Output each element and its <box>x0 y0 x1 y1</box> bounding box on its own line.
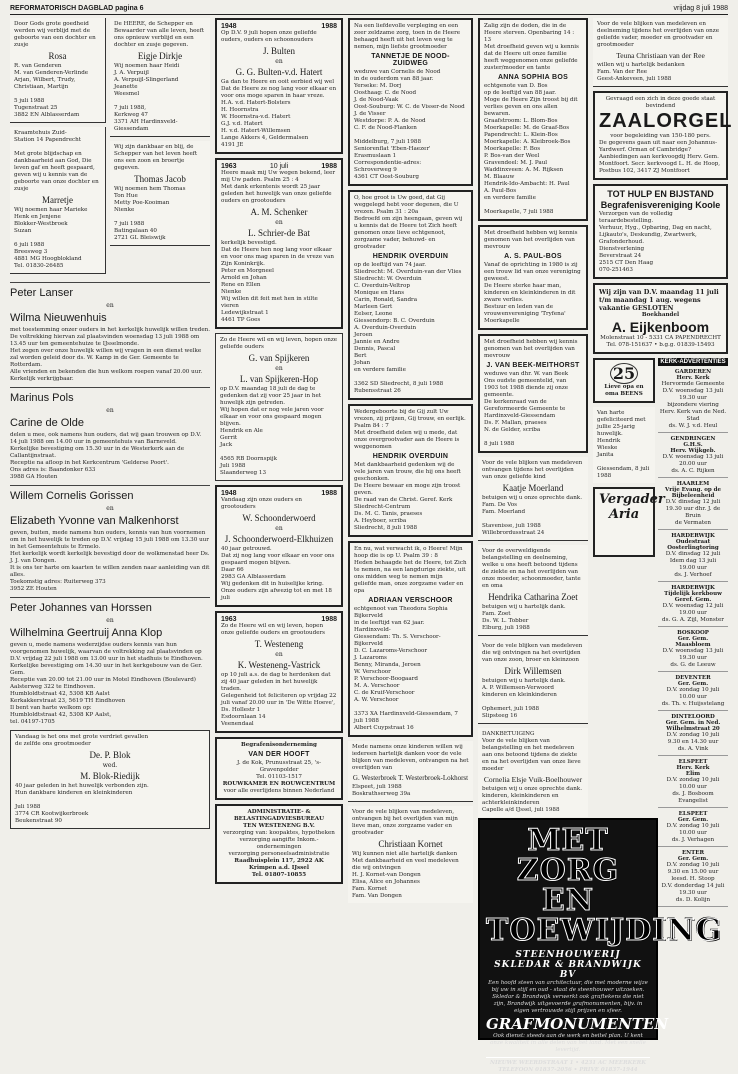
ad-name: J. Bulten <box>262 46 295 56</box>
ad-meta: kerkelijk bevestigd. Dat de Heere hen nog lang voor elkaar en voor ons mag sparen in de vreze van Zijn Koninkrijk. Peter en Morgneel Arnold en Johan Rene en Ellen Nienke Wij willen dit feit met hen in stilte vieren Ledewijkstraat 1 4461 TP Goes <box>221 240 334 323</box>
ad-name: A. M. Schenker <box>250 207 308 217</box>
church-ad-item <box>658 369 728 433</box>
ad-text: Wedergeboorte bij de Gij zult Uw vrezen, zij prijzen, Gij trouw, en eerlijk. Psalm 84 : 7 Met droefheid delen wij u mede, dat onze overgrootvader aan de Heere is weggenomen <box>354 409 466 450</box>
wedding-en: en <box>106 505 114 512</box>
ad-meta: weduwe van Cornelis de Nood in de ouderdom van 88 jaar. Yerseke: M. Dorj Oosthaag: C. de Nood J. de Nood-Vaak Oost-Souburg: W. C. de Visser-de Nood J. de Visser Westdorpe: P. A. de Nood C. F. de Nood-Flanken Middelburg, 7 juli 1988 Seniorenflat 'Eben-Haezer' Erasmuslaan 1 Correspondentie-adres: Schroverweg 9 4361 CT Oost-Souburg <box>354 69 465 180</box>
church-service: D.V. zondag 10 juli 10.00 uur ds. J. Bosboom Evangelist <box>666 777 720 804</box>
church-name: ELSPEET Herv. Kerk Elim <box>676 759 710 777</box>
church-service: D.V. zondag 10 juli 9.30 en 14.30 uur ds. A. Vink <box>666 732 720 752</box>
wedding-text: geven u, mede namens wederzijdse ouders kennis van hun voorgenomen huwelijk, waarvan de voltrekking zal plaatsvinden op D.V. vrijdag 22 juli 1988 om 13.00 uur in het stadhuis te Eindhoven. Kerkelijke bevestiging om 14.30 uur in het kerkgebouw van de Ger. Gem. Receptie van 20.00 tot 21.00 uur in Motel Eindhoven (Boulevard) Aalsterweg 322 te Eindhoven. Humbloldtstraat 42, 5308 KB Aalst Kerkakkerstraat 23, 5619 TH Eindhoven Il bent van harte welkom op: Humbloldtstraat 42, 5308 KP Aalst, tel. 04197-1705 <box>10 642 203 725</box>
year-start: 1963 <box>221 163 237 170</box>
ad-text: DANKBETUIGING Voor de vele blijken van belangstelling en het medeleven aan ons betoond tijdens de ziekte en na het overlijden van onze lieve moeder <box>482 731 581 772</box>
ad-meta: willen wij u hartelijk bedanken Fam. Van der Ree Geest-Ankeveen, juli 1988 <box>597 62 685 82</box>
ad-address: J. de Kok, Prunusstraat 25, 's-Gravenpolder Tel. 01103-1517 <box>237 760 321 780</box>
anniversary-westeneng <box>215 611 343 733</box>
church-service: D.V. zondag 10 juli 10.00 uur ds. J. Verhagen <box>666 823 720 843</box>
obituary-overduin-2 <box>348 404 473 537</box>
ad-meta: 40 jaar geleden in het huwelijk verbonden zijn. Hun dankbare kinderen en kleinkinderen Juli 1988 3774 CR Kootwijkerbroek Beukenstraat 90 <box>15 783 149 824</box>
ad-name-2: J. Schoonderwoerd-Elkhuizen <box>224 534 334 544</box>
wedding-text: delen u mee, ook namens hun ouders, dat wij gaan trouwen op D.V. 14 juli 1988 om 14.00 uur in gemeentehuis van Barneveld. Kerkelijke bevestiging om 15.30 uur in de Westerkerk aan de Callantijnstraat. Receptie na afloop in het Kerkcentrum 'Gelderse Poort'. Ons adres is: Baandonker 633 3988 GA Houten <box>10 432 202 480</box>
church-ad-item <box>658 850 728 907</box>
obituary-overduin-1 <box>348 190 473 400</box>
vg-title: Vergader Aria <box>599 492 665 522</box>
ad-meta: Vanaf de oprichting in 1980 is zij een trouw lid van onze vereniging geweest. De Heere sterke haar man, kinderen en kleinkinderen in dit zware verlies. Bestuur en leden van de vrouwenvereniging 'Tryfena' Moerkapelle <box>484 262 581 324</box>
church-name: GARDEREN Herv. Kerk <box>674 369 712 381</box>
ad-text: Heere maak mij Uw wegen bekend, leer mij Uw paden. Psalm 25 : 4 Met dank erkentenis wordt 25 jaar geleden het huwelijk van onze geliefde ouders en grootouders <box>221 170 336 204</box>
birth-text: Kraamtehuis Zuid- Station 14 Papendrecht Met grote blijdschap en dankbaarheid aan God, Die leven gaf en heeft gespaard, geven wij u kennis van de geboorte van onze dochter en zusje <box>14 130 99 192</box>
header-left: REFORMATORISCH DAGBLAD pagina 6 <box>10 4 144 12</box>
wedding-horssen <box>10 602 210 726</box>
wedding-name-b: Elizabeth Yvonne van Malkenhorst <box>10 515 179 527</box>
obituary-de-nood <box>348 18 473 186</box>
ad-meta: betuigen wij u onze oprechte dank. Fam. De Vos Fam. Moerland Stavenisse, juli 1988 Willebrordusstraat 24 <box>482 495 582 536</box>
ad-text: Met droefheid hebben wij kennis genomen van het overlijden van mevrouw <box>484 339 578 359</box>
year-start: 1948 <box>221 490 237 497</box>
ek-address: Molenstraat 10 - 5331 CA PAPENDRECHT Tel. 078-151637 • b.g.g. 01839-15493 <box>600 335 721 348</box>
ad-name: Teuna Christiaan van der Ree <box>616 51 705 60</box>
ad-meta: op de leeftijd van 74 jaar. Sliedrecht: M. Overduin-van der Vlies Sliedrecht: W. Overduin C. Overduin-Veltrop Monique en Hans Carin, Ronald, Sandra Marleen Gert Eelser, Leone Giessendorp: B. C. Overduin A. Overduin-Overduin Jeroen Jannie en Andre Dennis, Pascal Bert Johan en verdere familie 3362 SD Sliedrecht, 8 juli 1988 Rubensstraat 26 <box>354 262 462 394</box>
year-end: 1988 <box>321 163 337 170</box>
ad-name: ANNA SOPHIA BOS <box>497 74 569 81</box>
church-service: D.V. dinsdag 12 juli 19.30 uur dhr. J. de Bruin de Vermaten <box>665 499 721 526</box>
date-mid: 10 juli <box>269 163 289 170</box>
birth-meta: Wij noemen hem Thomas Ton Hue Metty Poe-Kooiman Nienke 7 juli 1988 Batingalaan 40 2721 GL Bleiswijk <box>114 186 186 241</box>
church-service: D.V. woensdag 13 juli 20.00 uur ds. A. C. Rijken <box>662 454 724 474</box>
ad-text: Voor de overweldigende belangstelling en deelneming, welke u ons heeft betoond tijdens de ziekte en na het overlijden van onze moeder, schoonmoeder, tante en oma <box>482 548 581 589</box>
ad-ten-westeneng <box>215 804 343 884</box>
mz-text-2: Ook dienst: steeds aan de werk en beitel plan. U kent onze kwaliteit in alle delen van het land. Met een snelle levertijd. <box>490 1033 646 1053</box>
ad-meta: Elspeet, juli 1988 Boskrathserweg 39a <box>352 784 411 797</box>
church-service: D.V. dinsdag 12 juli Idem dag 13 juli 19.00 uur ds. J. Verhoef <box>665 551 721 578</box>
obituary-bos <box>478 18 588 221</box>
ad-text: Voor de vele blijken van medeleven en deelneming tijdens het overlijden van onze geliefde vader, moeder en grootvader en grootmoeder <box>597 21 720 48</box>
church-name: HAARLEM Vrije Evang. op de Bijbeleenheid <box>664 481 722 499</box>
ad-address: Raadhuisplein 117, 2922 AK Krimpen a.d. IJssel Tel. 01807-10855 <box>234 858 324 878</box>
ad-zaalorgel <box>593 91 733 180</box>
ad-beens <box>593 358 655 403</box>
ad-name: ADRIAAN VERSCHOOR <box>368 597 453 604</box>
church-name: GENDRINGEN G.H.S. Herv. Wijkgeb. <box>670 436 716 454</box>
ad-text: verzorging van: koopaktes, hypotheken verzorging aangifte Inkom.- ondernemingen verzorging personeelsadministratie <box>223 830 335 857</box>
beens-num: 25 <box>610 363 638 384</box>
ad-meta: 40 jaar getrouwd. Dat zij nog lang voor elkaar en voor ons gespaard mogen blijven. Daar 66 2983 GA Alblasserdam Wij gedenken dit in huiselijke kring. Onze ouders zijn afwezig tot en met 18 juli <box>221 546 335 601</box>
birth-text: Wij zijn dankbaar en blij, de Schepper van het leven heeft ons een zoon en broertje gegeven. <box>114 144 198 171</box>
wedding-text: met toestemming onzer ouders in het kerkelijk huwelijk willen treden. De voltrekking hiervan zal plaatsvinden woensdag 13 juli 1988 om 13.45 uur ten gemeentehuize te IJsselmonde. Het zegen over onze huwelijk willen wij vragen in een dienst welke zal worden geleid door ds. W. Kamp in de Ger. Gemeente te Rotterdam. Alle vrienden en bekenden die hun welkom roepen vanaf 20.00 uur. Kerkelijk verkrijgbaar. <box>10 327 211 382</box>
birth-text: Door Gods grote goedheid werden wij verblijd met de geboorte van een dochter en zusje <box>14 21 96 48</box>
ad-text: En nu, wat verwacht ik, o Heere! Mijn hoop die is op U. Psalm 39 : 8 Heden behaagde het de Heere, tot Zich te nemen, na een langdurige ziekte, uit ons midden weg te nemen mijn geliefde man, onze zorgzame vader en opa <box>354 546 467 594</box>
anniversary-blok <box>10 730 210 829</box>
wedding-gorissen <box>10 490 210 593</box>
column-3 <box>348 18 473 1058</box>
ad-eijkenboom <box>593 283 728 354</box>
zaal-text: De gegevens gaan uit naar een Johannus-Yardwerf. Orman of Cambridge? Aanbiedingen aan kerkvoogdij Herv. Gem. Montfoort. Secr. kerkvoogd L. H. de Hoop, Postbus 102, 3417 ZJ Montfoort <box>599 140 721 174</box>
wedding-name-a: Peter Lanser <box>10 287 73 299</box>
birth-name: Thomas Jacob <box>134 174 186 184</box>
ad-meta: betuigen wij u hartelijk dank. A. P. Willemsen-Verwoord kinderen en kleinkinderen Ophemert, juli 1988 Slipsteeg 16 <box>482 678 566 719</box>
church-ad-item <box>658 630 728 672</box>
church-ad-item <box>658 436 728 478</box>
ad-en: en <box>275 525 283 532</box>
ad-title: ADMINISTRATIE- & BELASTINGADVIESBUREAU TEN WESTENENG B.V. <box>233 809 325 829</box>
thanks-kornet <box>348 806 473 903</box>
ad-brand: VAN DER HOOFT <box>248 751 310 758</box>
church-service: D.V. zondag 10 juli 10.00 uur ds. Th. v. Huijsstelang <box>661 687 725 707</box>
ad-meta: betuigen wij u onze oprechte dank. kinderen, kleinkinderen en achterkleinkinderen Capelle a/d IJssel, juli 1988 <box>482 786 582 813</box>
beens-meta-box <box>593 407 655 483</box>
church-ad-item <box>658 675 728 711</box>
church-name: DEVENTER Ger. Gem. <box>675 675 711 687</box>
church-name: HARDERWIJK Oudestraat Oosterlingtoring <box>667 533 719 551</box>
ad-meta: betuigen wij u hartelijk dank. Fam. Zoet Ds. W. L. Tobber Elburg, juli 1988 <box>482 604 566 631</box>
ad-name: Kaatje Moerland <box>502 483 564 493</box>
wedding-name-b: Wilhelmina Geertruij Anna Klop <box>10 627 163 639</box>
ad-meta: echtgenote van D. Bos op de leeftijd van 88 jaar. Moge de Heere Zijn troost bij dit verlies geven en ons allen bewaren. Graafstroom: L. Blom-Bos Moerkapelle: M. de Graaf-Bos Papendrecht: L. Klein-Bos Moerkapelle: A. Kleibroek-Bos Moerkapelle: F. Bos P. Bos-van der Weel Gravendeel: M. J. Paul Waddinxveen: A. M. Rijksen M. Blaauw Hendrik-Ido-Ambacht: H. Paul A. Paul-Bos en verdere familie Moerkapelle, 7 juli 1988 <box>484 83 578 215</box>
birth-meta: R. van Genderen M. van Genderen-Verlinde Arjan, Wilbert, Trudy, Christiaan, Martijn 5 juli 1988 Tugenstraat 25 3882 EN Alblasserdam <box>14 63 89 118</box>
mz-address: NIEUWE WEERDSTRAAT 1 • 4231 AC MEERKERK TELEFOON 01837-2056 • PRIVE 01837-1944 <box>486 1057 650 1074</box>
ad-title: Begrafenisonderneming <box>241 742 317 748</box>
thanks-zoet <box>478 545 588 636</box>
ek-text: Wij zijn van D.V. maandag 11 juli t/m maandag 1 aug. wegens vakantie GESLOTEN <box>599 288 719 312</box>
church-service: D.V. zondag 10 juli 9.30 en 15.00 uur leesd. H. Stoop D.V. donderdag 14 juli 19.30 uur ds. D. Kolijn <box>661 862 725 903</box>
mz-grafmonumenten: GRAFMONUMENTEN <box>486 1015 669 1033</box>
wedding-name-a: Willem Cornelis Gorissen <box>10 490 134 502</box>
wedding-text: geven, buiten, mede namens hun ouders, kennis van hun voornemen om in het huwelijk te treden op D.V. vrijdag 15 juli 1988 om 13.30 uur in het Gemeentehuis te Ermelo. Het kerkelijk wordt kerkelijk bevestigd door de wolkmenstad heer Ds. J. J. van Dongen. It is ons ter harte om kaarten te willen zenden naar aanleiding van dit alles. Toekomstig adres: Ruiterweg 373 3952 ZE Houten <box>10 530 210 592</box>
beens-meta: Van harte gefeliciteerd met jullie 25-jarig huwelijk. Hendrik Wieske Janita Giessendam, 8 juli 1988 <box>597 410 650 479</box>
anniversary-bulten <box>215 18 343 154</box>
ad-text: Zalig zijn de doden, die in de Heere sterven. Openbaring 14 : 13 Met droefheid geven wij u kennis dat de Heere uit onze familie heeft weggenomen onze geliefde zuster/moeder en tante <box>484 23 579 71</box>
year-end: 1988 <box>321 616 337 623</box>
ad-name: HENDRIK OVERDUIN <box>372 453 449 460</box>
ad-name: A. S. PAUL-BOS <box>504 253 562 260</box>
ad-name: Dirk Willemsen <box>504 666 562 676</box>
ad-name: G. van Spijkeren <box>248 353 310 363</box>
ad-name: W. Schoonderwoerd <box>242 513 316 523</box>
mz-text: Een hoofd steen van architectuur, die met moderne wijze bij uw in stijl en oud - staat de steenhouwer uitzoeken. Skledar & Brandwijk verwerkt ook graftekens die niet zijn, Brandwijk uitgevoerde grafmonumenten, bijv. in eigen vertrouwde stijl prijzen en sfeer. <box>488 980 648 1014</box>
ad-en: en <box>275 651 283 658</box>
thanks-van-der-ree <box>593 18 728 87</box>
ad-sub: ROUWKAMER EN ROUWCENTRUM <box>222 781 336 787</box>
church-name: HARDERWIJK Tijdelijk kerkbouw Geref. Gem. <box>664 585 722 603</box>
church-ad-item <box>658 481 728 530</box>
ad-name: G. Westerbroek T. Westerbroek-Lokhorst <box>352 774 469 782</box>
ad-meta: op D.V. maandag 18 juli de dag te gedenken dat zij voor 25 jaar in het huwelijk zijn getreden. Wij hopen dat er nog vele jaren voor elkaar en voor ons gespaard mogen blijven. Hendrik en Ale Gerrit Jack 4565 RB Doornspijk Juli 1988 Slaanderweg 13 <box>220 386 324 476</box>
birth-name: Rosa <box>48 51 67 61</box>
obituary-van-beek <box>478 334 588 453</box>
ad-name-2: M. Blok-Riedijk <box>80 771 140 781</box>
ad-text: Vandaag is het ons met grote verdriet gevallen de zelfde ons grootmoeder <box>15 734 149 747</box>
birth-meta: Wij noemen haar Heidi J. A. Verpuijl A. Verpuijl-Slingerland Jeanette Weesmel 7 juli 1988, Kerkweg 47 3371 AH Hardinxveld-Giessendam <box>114 63 180 132</box>
page-header <box>10 2 728 15</box>
church-service: D.V. woensdag 13 juli 19.30 uur ds. G. de Leeuw <box>662 648 724 668</box>
ad-name-2: K. Westeneng-Vastrick <box>237 660 321 670</box>
ad-name: Hendrika Catharina Zoet <box>488 592 578 602</box>
header-right: vrijdag 8 juli 1988 <box>673 4 728 12</box>
thanks-willemsen <box>478 640 588 724</box>
ad-name: TANNETJE DE NOOD-ZUIDWEG <box>371 53 450 67</box>
ad-text: Voor de vele blijken van medeleven die wij ontvingen na het overlijden van onze zoon, broer en kleinzoon <box>482 643 583 663</box>
birth-text: De HEERE, de Schepper en Bewaarder van alle leven, heeft ons opnieuw verblijd en een dochter en zusje gegeven. <box>114 21 205 48</box>
birth-ad-thomas <box>110 141 210 246</box>
birth-meta: Wij noemen haar Marieke Henk en Jenjene Blokker-Westbroek Suzan 6 juli 1988 Breesweg 3 4881 MG Hoogblokland Tel. 01830-26485 <box>14 207 88 269</box>
mz-title-1: MET <box>527 823 609 858</box>
ad-text: Na een liefdevolle verpleging en een zeer zeldzame zorg, toen in de Heere behaagd heeft uit het leven weg te nemen, mijn liefste grootmoeder <box>354 23 461 50</box>
ad-name: J. VAN BEEK-MEITHORST <box>486 362 580 369</box>
ad-meta: op 10 juli a.s. de dag te herdenken dat zij 40 jaar geleden in het huwelijk traden. Gelegenheid tot feliciteren op vrijdag 22 juli vanaf 20.00 uur in 'De Witte Hoeve', Ds. Hollestr 1 Esdoornlaan 14 Veenendaal <box>221 672 337 727</box>
church-ad-item <box>658 533 728 582</box>
ad-koole <box>593 184 728 279</box>
ek-name: A. Eijkenboom <box>611 319 710 335</box>
koole-text: Verzorgen van de volledig teraardebestelling. Verhuur, Hyg., Opbaring, Dag en nacht, Lijkauto's, Deskundig, Zwartwerk, Grafonderhoud. Dienstverlening Beverstraat 24 2515 CT Den Haag 070-251463 <box>599 211 712 273</box>
birth-ad-marretje <box>10 127 106 274</box>
church-name: DINTELOORD Ger. Gem. in Ned. Wilhelmstraat 20 <box>665 714 721 732</box>
church-ad-item <box>658 585 728 627</box>
column-1 <box>10 18 210 1058</box>
year-start: 1948 <box>221 23 237 30</box>
year-start: 1963 <box>221 616 237 623</box>
ad-van-der-hooft <box>215 737 343 800</box>
ad-name-2: G. G. Bulten-v.d. Hatert <box>235 67 323 77</box>
church-service: Hervormde Gemeente D.V. woensdag 13 juli 19.30 uur bijzondere viering Herv. Kerk van de Ned. Stad ds. W. J. v.d. Heul <box>659 381 727 429</box>
obituary-verschoor <box>348 541 473 737</box>
ad-name-2: L. Schrier-de Bat <box>247 228 311 238</box>
zaal-sub: voor begeleiding van 150-180 pers. <box>610 133 711 139</box>
ad-sub-2: voor alle overlijdens binnen Nederland <box>223 788 335 794</box>
birth-name: Eigje Dirkje <box>137 51 183 61</box>
ad-name: HENDRIK OVERDUIN <box>372 253 449 260</box>
anniversary-spijkeren <box>215 333 343 481</box>
ad-text: Voor de vele blijken van medeleven ontvangen tijdens het overlijden van onze geliefde kind <box>482 460 583 480</box>
ad-text: Voor de vele blijken van medeleven, ontvangen bij het overlijden van mijn lieve man, onze zorgzame vader en grootvader <box>352 809 458 836</box>
wedding-name-a: Peter Johannes van Horssen <box>10 602 152 614</box>
birth-name: Marretje <box>42 195 73 205</box>
year-end: 1988 <box>321 490 337 497</box>
thanks-moerland <box>478 457 588 541</box>
wedding-en: en <box>106 302 114 309</box>
wedding-name-a: Marinus Pols <box>10 392 74 404</box>
church-name: BOSKOOP Ger. Gem. Maasbloem <box>675 630 711 648</box>
ad-en: en <box>275 365 283 372</box>
wedding-lanser <box>10 287 210 383</box>
ad-name: De. P. Blok <box>89 750 131 760</box>
church-name: ENTER Ger. Gem. <box>677 850 709 862</box>
ad-en: wed. <box>102 762 118 769</box>
ad-name: Christiaan Kornet <box>378 839 443 849</box>
ad-vergader-aria <box>593 487 665 557</box>
thanks-vuik <box>478 728 588 817</box>
mz-title-2: ZORG EN <box>516 853 620 918</box>
column-5 <box>593 18 733 1058</box>
ad-meta: echtgenoot van Theodora Sophia Bijkerveld in de leeftijd van 62 jaar. Hardinxveld- Giessendam: Th. S. Verschoor-Bijkerveld D. C. Lazaroms-Verschoor J. Lazaroms Benny, Miranda, Jeroen W. Verschoor P. Verschoor-Boogaard M. A. Verschoor C. de Kruif-Verschoor A. W. Verschoor 3373 XA Hardinxveld-Giessendam, 7 juli 1988 Albert Cuypstraat 16 <box>354 606 458 731</box>
ad-meta: Wij kunnen niet alle hartelijk danken Met dankbaarheid en veel medeleven die wij ontvingen H. J. Kornet-van Dongen Elisa, Alice en Johannes Fam. Kornet Fam. Van Dongen <box>352 851 459 899</box>
ad-text: Mede namens onze kinderen willen wij iedereen hartelijk danken voor de vele blijken van medeleven, ontvangen na het overlijden van <box>352 744 469 771</box>
zaal-top: Gevraagd een zich in deze goede staat bevindend <box>605 96 716 109</box>
ad-name-2: L. van Spijkeren-Hop <box>239 374 319 384</box>
ad-text: Met droefheid hebben wij kennis genomen van het overlijden van mevrouw <box>484 230 578 250</box>
ad-name: T. Westeneng <box>254 639 304 649</box>
obituary-paul-bos <box>478 225 588 330</box>
anniversary-schenker <box>215 158 343 329</box>
wedding-en: en <box>106 617 114 624</box>
ad-meta: Met dankbaarheid gedenken wij de vele jaren van trouw, die hij ons heeft geschonken. De Heere bewaar en moge zijn troost geven. De raad van de Christ. Geref. Kerk Sliedrecht-Centrum Ds. M. C. Tanis, praeses A. Heyboer, scriba Sliedrecht, 8 juli 1988 <box>354 462 461 531</box>
ad-text: Zo de Heere wil en wij leven, hopen onze geliefde ouders en grootouders <box>221 623 326 636</box>
church-service: D.V. woensdag 12 juli 19.00 uur ds. G. A. Zijl, Monster <box>662 603 724 623</box>
birth-ad-eigje <box>110 18 210 137</box>
anniversary-schoonderwoerd <box>215 485 343 607</box>
church-ad-item <box>658 759 728 808</box>
zaal-title: ZAALORGEL <box>599 110 733 132</box>
wedding-pols <box>10 392 210 481</box>
church-ad-item <box>658 811 728 847</box>
birth-ad-rosa <box>10 18 106 123</box>
year-end: 1988 <box>321 23 337 30</box>
mz-title-3: TOEWIJDING <box>486 913 723 948</box>
ad-text: O, hoe groot is Uw goed, dat Gij weggelegd hebt voor degenen, die U vrezen. Psalm 31 : 20a Bedroefd om zijn heengaan, geven wij u kennis dat de Heere tot Zich heeft genomen onze lieve echtgenoot, zorgzame vader, behuwd- en grootvader <box>354 195 463 250</box>
column-2 <box>215 18 343 1058</box>
ad-en: en <box>275 58 283 65</box>
church-ad-item <box>658 714 728 756</box>
kerk-advertenties <box>658 358 728 907</box>
ad-meta: Ga dan te Heere en ooit eerbied wij wel Dat de Heere ze nog lang voor elkaar en voor ons moge sparen in haar vreze. H.A. v.d. Hatert-Bolsters H. Hoornstra W. Hoornstra-v.d. Hatert G.J. v.d. Hatert H. v.d. Hatert-Willemsen Lange Akkers 4, Geldermalsen 4191 JE <box>221 79 337 148</box>
koole-title: TOT HULP EN BIJSTAND Begrafenisvereniging Koole <box>600 189 721 210</box>
ek-label: Boekhandel <box>641 312 680 318</box>
ad-meta: weduwe van dhr. W. van Beek Ons oudste gemeentelid, van 1903 tot 1988 diende zij onze gemeente. De kerkenraad van de Gereformeerde Gemeente te Hardinxveld-Giessendam Ds. F. Mallan, praeses N. de Gelder, scriba 8 juli 1988 <box>484 371 569 447</box>
adv-title: KERK-ADVERTENTIES <box>658 358 728 366</box>
ad-name: Cornelia Elsje Vuik-Boelhouwer <box>483 775 583 784</box>
adv-list <box>658 369 728 907</box>
church-name: ELSPEET Ger. Gem. <box>677 811 709 823</box>
ad-text: Zo de Heere wil en wij leven, hopen onze geliefde ouders <box>220 337 338 350</box>
wedding-name-b: Wilma Nieuwenhuis <box>10 312 107 324</box>
ad-text: Op D.V. 9 juli hopen onze geliefde ouders, ouders en schoonouders <box>221 30 317 43</box>
ad-text: Vandaag zijn onze ouders en grootouders <box>221 497 303 510</box>
thanks-westerbroek <box>348 741 473 802</box>
mz-company: STEENHOUWERIJ SKLEDAR & BRANDWIJK BV <box>494 950 642 980</box>
beens-text: Lieve opa en oma BEENS <box>604 384 644 397</box>
ad-en: en <box>275 219 283 226</box>
wedding-name-b: Carine de Olde <box>10 417 84 429</box>
wedding-en: en <box>106 407 114 414</box>
